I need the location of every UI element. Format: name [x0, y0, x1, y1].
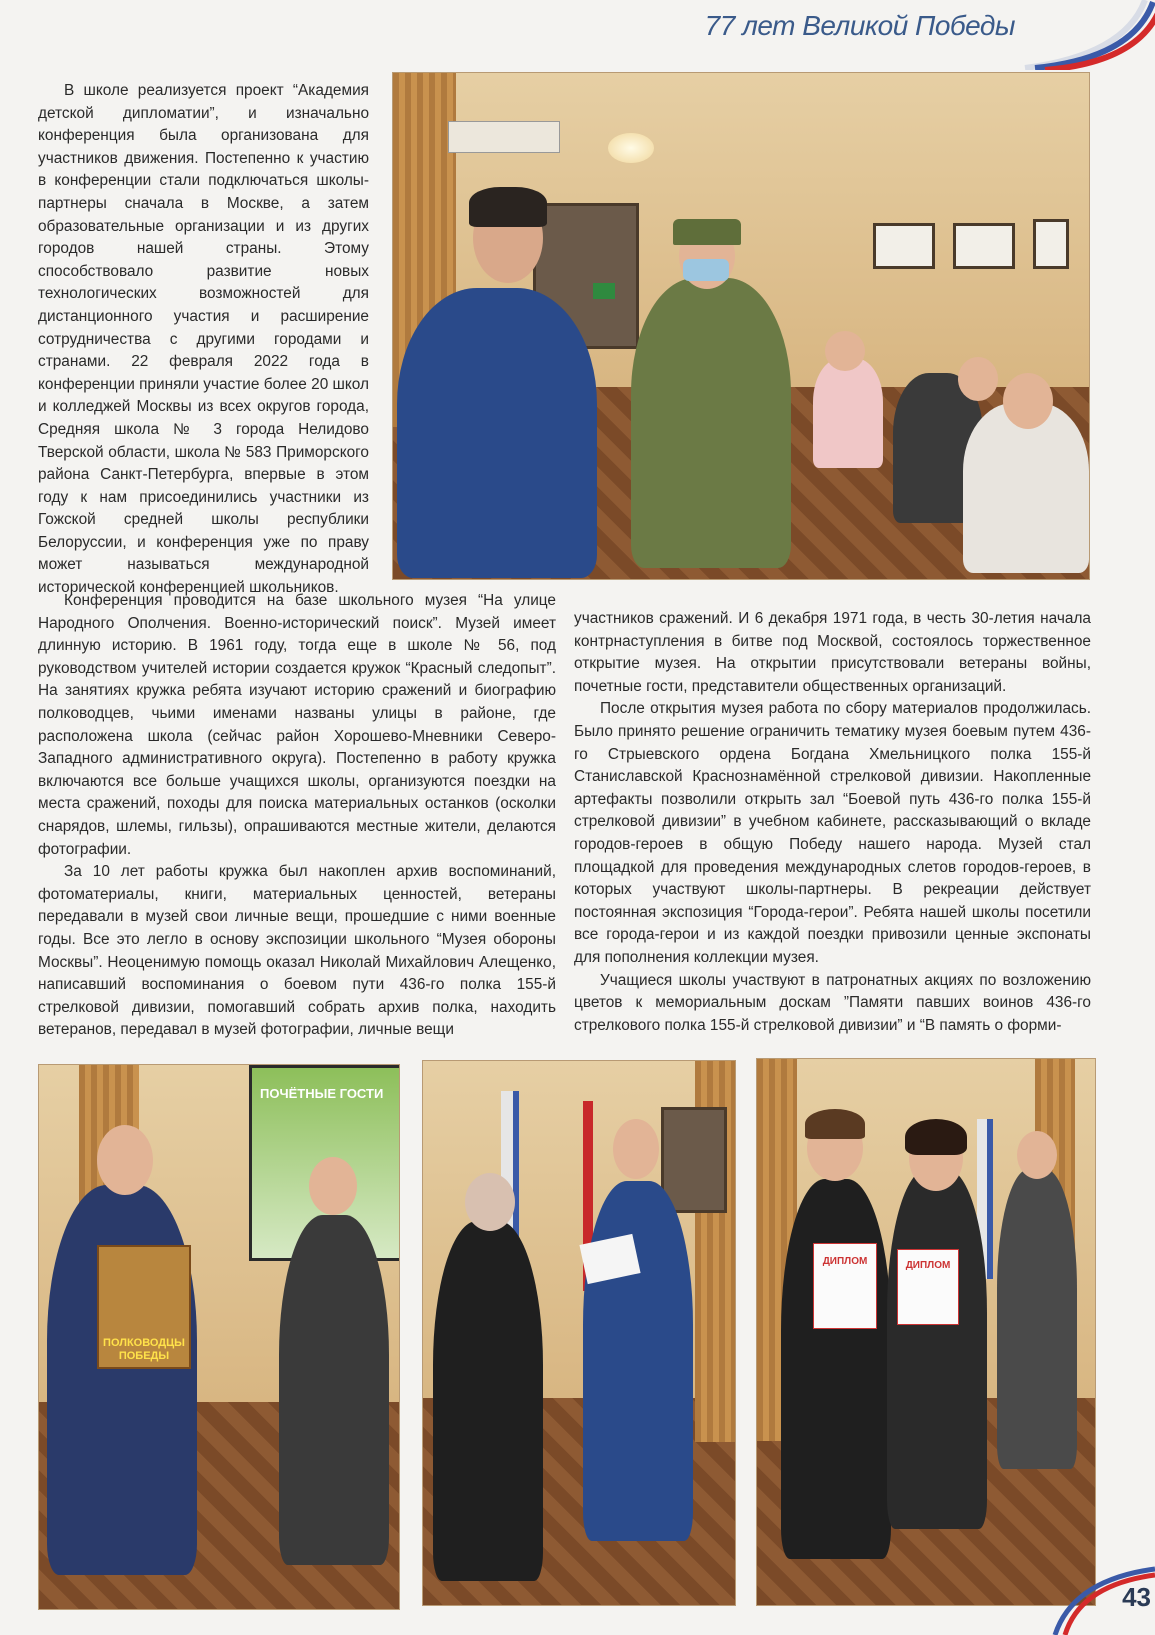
photo-certificate-handover [422, 1060, 736, 1606]
article-left-column [38, 590, 556, 1042]
page-header-title: 77 лет Великой Победы [704, 10, 1015, 41]
flag-swoosh-icon [1005, 0, 1155, 70]
intro-paragraph: В школе реализуется проект “Академия детской дипломатии”, и изначально конференция была организована для участников движения. Постепенно к участию в конференции стали подключаться школы-партнеры сначала в Москве, а затем образовательные организации и из других городов нашей страны. Этому способствовало развитие новых технологических возможностей для дистанционного участия и расширение сотрудничества с другими городами и странами. 22 февраля 2022 года в конференции приняли участие более 20 школ и колледжей Москвы из всех округов города, Средняя школа № 3 города Нелидово Тверской области, школа № 583 Приморского района Санкт-Петербурга, впервые в этом году к нам присоединились участники из Гожской средней школы республики Белоруссии, и конференция уже по праву может называться международной исторической конференцией школьников. [38, 82, 369, 597]
collection-paragraph: После открытия музея работа по сбору материалов продолжилась. Было принято решение ограничить тематику музея боевым путем 436-го Стрыевского ордена Богдана Хмельницкого полка 155-й Станиславской Краснознамённой стрелковой дивизии. Накопленные артефакты позволили открыть зал “Боевой путь 436-го полка 155-й стрелковой дивизии” в учебном кабинете, рассказывающий о вкладе городов-героев в общую Победу нашего народа. Музей стал площадкой для проведения международных слетов городов-героев, в которых участвуют школы-партнеры. В рекреации действует постоянная экспозиция “Города-герои”. Ребята нашей школы посетили все города-герои и из каждой поездки привозили ценные экспонаты для пополнения коллекции музея. [574, 700, 1091, 966]
museum-history-paragraph: Конференция проводится на базе школьного музея “На улице Народного Ополчения. Военно-исторический поиск”. Музей имеет длинную историю. В 1961 году, тогда еще в школе № 56, под руководством учителей истории создается кружок “Красный следопыт”. На занятиях кружка ребята изучают историю сражений и биографию полководцев, чьими именами названы улицы в районе, где расположена школа (сейчас район Хорошево-Мневники Северо-Западного административного округа). Постепенно в работу кружка включаются все больше учащихся школы, организуются поездки на места сражений, походы для поиска материальных останков (осколки снарядов, шлемы, гильзы), опрашиваются местные жители, делаются фотографии. [38, 592, 556, 858]
photo-diploma-winners [756, 1058, 1096, 1606]
diploma-label-1: ДИПЛОМ [822, 1256, 868, 1267]
screen-title: ПОЧЁТНЫЕ ГОСТИ [260, 1086, 384, 1101]
opening-paragraph: участников сражений. И 6 декабря 1971 года, в честь 30-летия начала контрнаступления в битве под Москвой, состоялось торжественное открытие музея. На открытии присутствовали ветераны войны, почетные гости, представители общественных организаций. [574, 610, 1091, 695]
archive-paragraph: За 10 лет работы кружка был накоплен архив воспоминаний, фотоматериалы, книги, материальных ценностей, ветераны передавали в музей свои личные вещи, прошедшие с ними военные годы. Все это легло в основу экспозиции школьного “Музея обороны Москвы”. Неоценимую помощь оказал Николай Михайлович Алещенко, написавший воспоминания о боевом пути 436-го полка 155-й стрелковой дивизии, помогавший собрать архив полка, находить ветеранов, передавал в музей фотографии, личные вещи [38, 863, 556, 1039]
page-number: 43 [1122, 1582, 1151, 1612]
article-intro [38, 80, 369, 600]
diploma-label-2: ДИПЛОМ [905, 1260, 951, 1271]
photo-award-ceremony [392, 72, 1090, 580]
book-title: ПОЛКОВОДЦЫ ПОБЕДЫ [103, 1337, 185, 1362]
memorial-paragraph: Учащиеся школы участвуют в патронатных акциях по возложению цветов к мемориальным доскам ”Памяти павших воинов 436-го стрелкового полка 155-й стрелковой дивизии” и “В память о форми- [574, 971, 1091, 1034]
article-right-column [574, 608, 1091, 1037]
photo-book-presentation [38, 1064, 400, 1610]
